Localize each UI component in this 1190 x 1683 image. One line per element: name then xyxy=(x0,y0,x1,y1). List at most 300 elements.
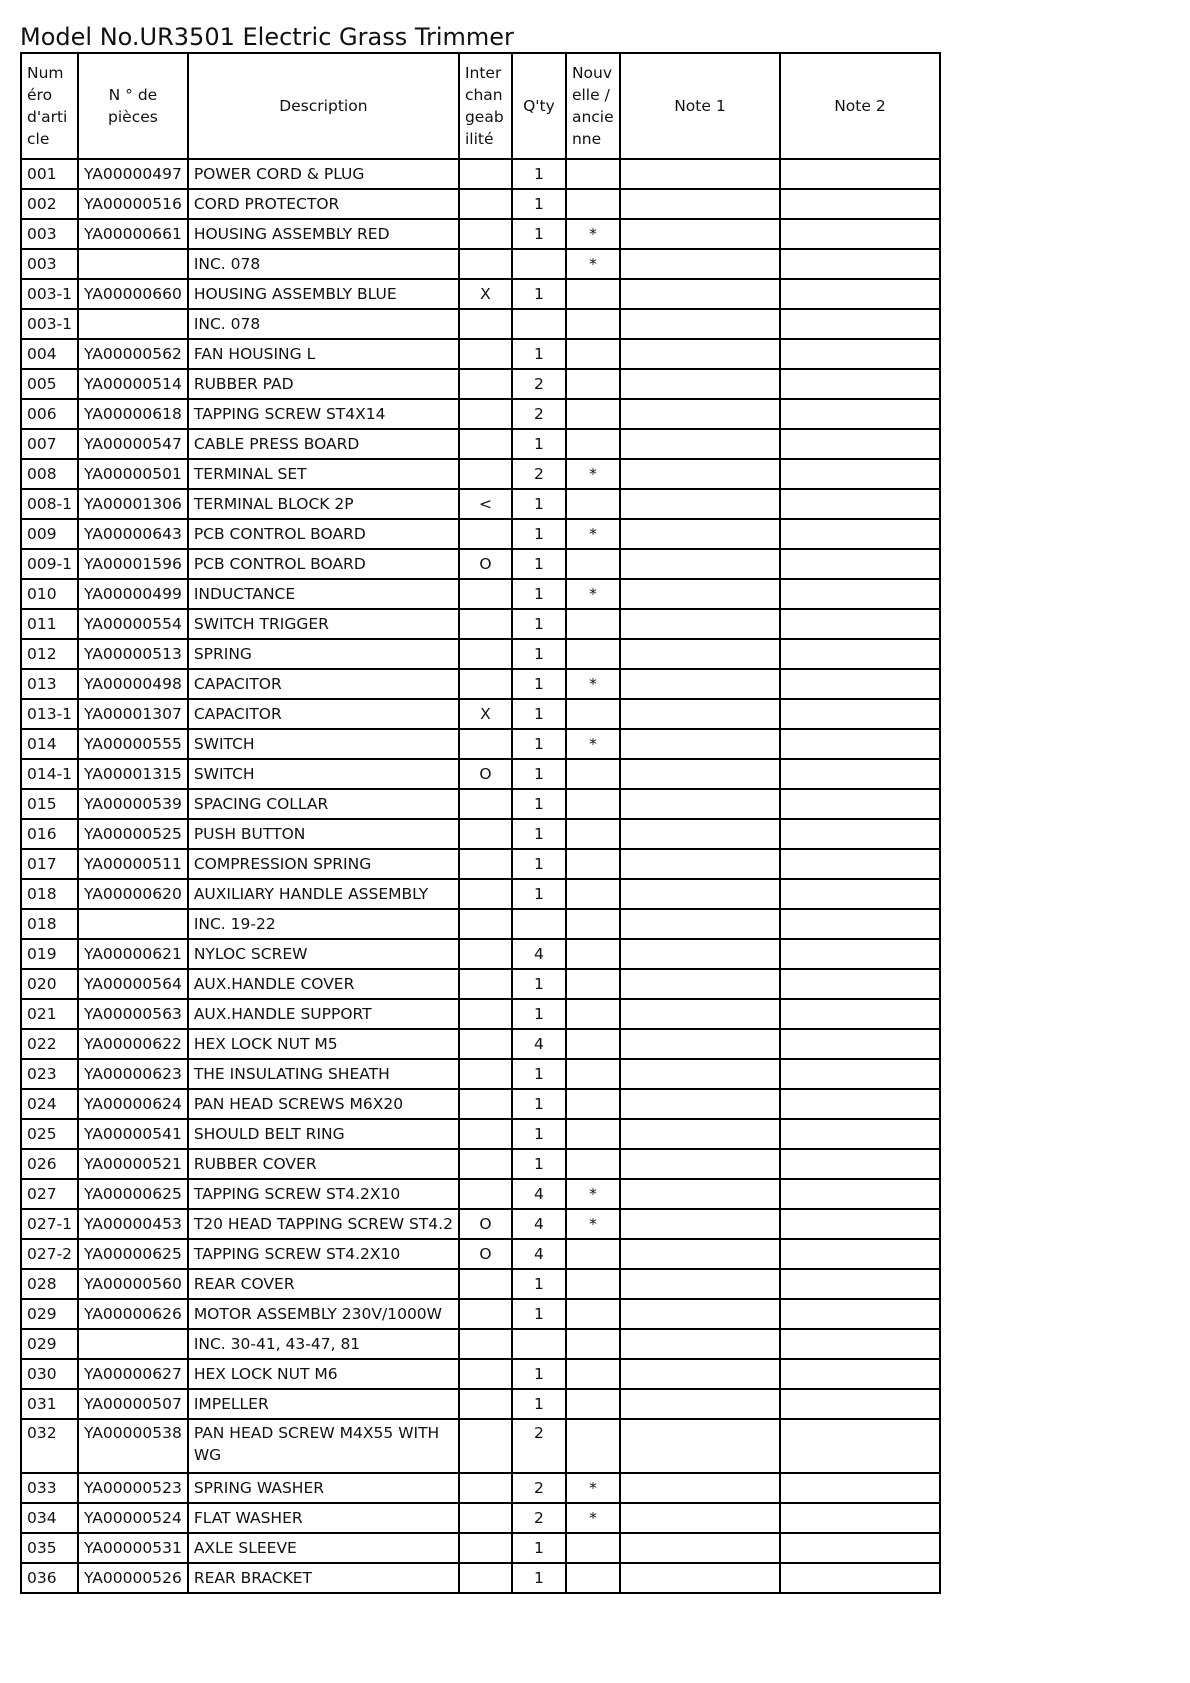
cell-note1 xyxy=(620,1359,780,1389)
cell-qty: 1 xyxy=(512,969,566,999)
cell-note2 xyxy=(780,1119,940,1149)
cell-qty: 1 xyxy=(512,759,566,789)
cell-item-no: 007 xyxy=(21,429,78,459)
table-row xyxy=(21,819,940,849)
cell-interchangeability xyxy=(459,189,512,219)
cell-new-old xyxy=(566,969,620,999)
cell-new-old: * xyxy=(566,459,620,489)
cell-note2 xyxy=(780,1389,940,1419)
cell-item-no: 030 xyxy=(21,1359,78,1389)
cell-qty: 4 xyxy=(512,1179,566,1209)
cell-part-no: YA00000539 xyxy=(78,789,188,819)
cell-note1 xyxy=(620,1533,780,1563)
cell-note1 xyxy=(620,1119,780,1149)
table-row xyxy=(21,1149,940,1179)
cell-item-no: 032 xyxy=(21,1419,78,1473)
table-row xyxy=(21,369,940,399)
cell-item-no: 033 xyxy=(21,1473,78,1503)
cell-description: CAPACITOR xyxy=(188,699,459,729)
cell-note1 xyxy=(620,399,780,429)
cell-note1 xyxy=(620,1419,780,1473)
cell-note1 xyxy=(620,1299,780,1329)
cell-note1 xyxy=(620,699,780,729)
cell-qty: 2 xyxy=(512,1503,566,1533)
cell-note2 xyxy=(780,399,940,429)
cell-item-no: 021 xyxy=(21,999,78,1029)
cell-description: NYLOC SCREW xyxy=(188,939,459,969)
header-part-no: N ° de pièces xyxy=(78,53,188,159)
cell-part-no: YA00000501 xyxy=(78,459,188,489)
cell-note1 xyxy=(620,1179,780,1209)
cell-item-no: 017 xyxy=(21,849,78,879)
table-row xyxy=(21,1419,940,1473)
cell-new-old xyxy=(566,999,620,1029)
cell-note2 xyxy=(780,1563,940,1593)
cell-qty xyxy=(512,1329,566,1359)
cell-note2 xyxy=(780,639,940,669)
cell-item-no: 003-1 xyxy=(21,309,78,339)
cell-new-old xyxy=(566,609,620,639)
cell-part-no: YA00000547 xyxy=(78,429,188,459)
cell-new-old xyxy=(566,429,620,459)
cell-new-old xyxy=(566,369,620,399)
header-item-no: Numéro d'article xyxy=(21,53,78,159)
cell-note2 xyxy=(780,1473,940,1503)
cell-note1 xyxy=(620,969,780,999)
cell-note2 xyxy=(780,519,940,549)
cell-note1 xyxy=(620,1149,780,1179)
table-row xyxy=(21,879,940,909)
table-row xyxy=(21,1029,940,1059)
cell-item-no: 018 xyxy=(21,909,78,939)
cell-part-no: YA00001307 xyxy=(78,699,188,729)
cell-description: SPRING xyxy=(188,639,459,669)
table-row xyxy=(21,339,940,369)
cell-interchangeability xyxy=(459,1329,512,1359)
cell-qty: 1 xyxy=(512,1359,566,1389)
cell-description: INC. 30-41, 43-47, 81 xyxy=(188,1329,459,1359)
cell-part-no: YA00000526 xyxy=(78,1563,188,1593)
cell-new-old xyxy=(566,1239,620,1269)
cell-note2 xyxy=(780,429,940,459)
document-title: Model No.UR3501 Electric Grass Trimmer xyxy=(20,23,514,51)
cell-note2 xyxy=(780,819,940,849)
cell-item-no: 011 xyxy=(21,609,78,639)
cell-note1 xyxy=(620,1209,780,1239)
table-row xyxy=(21,1329,940,1359)
cell-part-no: YA00000554 xyxy=(78,609,188,639)
cell-new-old xyxy=(566,759,620,789)
cell-note2 xyxy=(780,729,940,759)
cell-new-old xyxy=(566,699,620,729)
cell-new-old xyxy=(566,339,620,369)
cell-item-no: 026 xyxy=(21,1149,78,1179)
cell-qty: 2 xyxy=(512,399,566,429)
table-row xyxy=(21,699,940,729)
cell-qty: 1 xyxy=(512,789,566,819)
cell-note1 xyxy=(620,939,780,969)
cell-note2 xyxy=(780,1209,940,1239)
cell-part-no: YA00000511 xyxy=(78,849,188,879)
cell-note2 xyxy=(780,1419,940,1473)
cell-description: CORD PROTECTOR xyxy=(188,189,459,219)
header-new-old: Nouvelle / ancienne xyxy=(566,53,620,159)
cell-part-no: YA00000627 xyxy=(78,1359,188,1389)
cell-description: INDUCTANCE xyxy=(188,579,459,609)
cell-note1 xyxy=(620,669,780,699)
cell-interchangeability xyxy=(459,1563,512,1593)
cell-new-old xyxy=(566,1329,620,1359)
cell-interchangeability xyxy=(459,939,512,969)
cell-description: AUXILIARY HANDLE ASSEMBLY xyxy=(188,879,459,909)
cell-qty: 1 xyxy=(512,519,566,549)
cell-item-no: 018 xyxy=(21,879,78,909)
cell-part-no: YA00000453 xyxy=(78,1209,188,1239)
cell-item-no: 003 xyxy=(21,249,78,279)
cell-description: PCB CONTROL BOARD xyxy=(188,549,459,579)
cell-new-old xyxy=(566,1359,620,1389)
cell-new-old xyxy=(566,909,620,939)
table-row xyxy=(21,759,940,789)
cell-new-old xyxy=(566,159,620,189)
cell-description: PAN HEAD SCREW M4X55 WITH WG xyxy=(188,1419,459,1473)
cell-note1 xyxy=(620,879,780,909)
cell-qty: 1 xyxy=(512,669,566,699)
cell-item-no: 003-1 xyxy=(21,279,78,309)
cell-description: IMPELLER xyxy=(188,1389,459,1419)
cell-qty: 2 xyxy=(512,459,566,489)
cell-item-no: 020 xyxy=(21,969,78,999)
cell-part-no: YA00000531 xyxy=(78,1533,188,1563)
table-row xyxy=(21,639,940,669)
cell-new-old xyxy=(566,1119,620,1149)
cell-description: AUX.HANDLE COVER xyxy=(188,969,459,999)
table-row xyxy=(21,429,940,459)
cell-note1 xyxy=(620,789,780,819)
table-row xyxy=(21,1269,940,1299)
cell-interchangeability xyxy=(459,1059,512,1089)
cell-note1 xyxy=(620,279,780,309)
cell-interchangeability xyxy=(459,1359,512,1389)
cell-note1 xyxy=(620,429,780,459)
cell-note2 xyxy=(780,1503,940,1533)
cell-description: SWITCH TRIGGER xyxy=(188,609,459,639)
cell-qty: 1 xyxy=(512,729,566,759)
cell-description: HEX LOCK NUT M5 xyxy=(188,1029,459,1059)
cell-qty: 1 xyxy=(512,279,566,309)
cell-note2 xyxy=(780,1059,940,1089)
cell-part-no: YA00000661 xyxy=(78,219,188,249)
cell-item-no: 029 xyxy=(21,1329,78,1359)
cell-description: POWER CORD & PLUG xyxy=(188,159,459,189)
table-row xyxy=(21,519,940,549)
cell-item-no: 031 xyxy=(21,1389,78,1419)
cell-note1 xyxy=(620,1473,780,1503)
table-row xyxy=(21,1059,940,1089)
cell-note2 xyxy=(780,1533,940,1563)
cell-interchangeability: X xyxy=(459,279,512,309)
cell-note2 xyxy=(780,939,940,969)
table-row xyxy=(21,1239,940,1269)
cell-note1 xyxy=(620,159,780,189)
cell-note2 xyxy=(780,369,940,399)
cell-new-old xyxy=(566,309,620,339)
cell-new-old xyxy=(566,189,620,219)
parts-table xyxy=(20,52,941,1594)
cell-description: SPRING WASHER xyxy=(188,1473,459,1503)
cell-description: T20 HEAD TAPPING SCREW ST4.2 xyxy=(188,1209,459,1239)
cell-description: CAPACITOR xyxy=(188,669,459,699)
cell-part-no: YA00000523 xyxy=(78,1473,188,1503)
cell-new-old xyxy=(566,1299,620,1329)
cell-interchangeability: O xyxy=(459,759,512,789)
cell-interchangeability xyxy=(459,1269,512,1299)
cell-note2 xyxy=(780,219,940,249)
cell-qty: 1 xyxy=(512,879,566,909)
cell-description: THE INSULATING SHEATH xyxy=(188,1059,459,1089)
cell-qty: 1 xyxy=(512,1059,566,1089)
table-row xyxy=(21,309,940,339)
cell-qty: 1 xyxy=(512,1533,566,1563)
cell-item-no: 012 xyxy=(21,639,78,669)
cell-part-no: YA00000499 xyxy=(78,579,188,609)
cell-note1 xyxy=(620,999,780,1029)
table-row xyxy=(21,159,940,189)
header-description: Description xyxy=(188,53,459,159)
cell-interchangeability xyxy=(459,369,512,399)
cell-note1 xyxy=(620,489,780,519)
cell-note1 xyxy=(620,1269,780,1299)
cell-item-no: 009 xyxy=(21,519,78,549)
cell-item-no: 014 xyxy=(21,729,78,759)
cell-description: SWITCH xyxy=(188,759,459,789)
cell-description: RUBBER COVER xyxy=(188,1149,459,1179)
table-row xyxy=(21,1209,940,1239)
table-row xyxy=(21,1119,940,1149)
cell-part-no: YA00000538 xyxy=(78,1419,188,1473)
cell-interchangeability xyxy=(459,339,512,369)
cell-note2 xyxy=(780,1329,940,1359)
table-row xyxy=(21,1563,940,1593)
cell-new-old xyxy=(566,819,620,849)
cell-item-no: 015 xyxy=(21,789,78,819)
cell-description: HOUSING ASSEMBLY RED xyxy=(188,219,459,249)
cell-note1 xyxy=(620,459,780,489)
cell-note2 xyxy=(780,489,940,519)
cell-part-no: YA00000620 xyxy=(78,879,188,909)
table-row xyxy=(21,669,940,699)
cell-description: REAR BRACKET xyxy=(188,1563,459,1593)
cell-new-old: * xyxy=(566,579,620,609)
cell-part-no: YA00001315 xyxy=(78,759,188,789)
cell-qty: 1 xyxy=(512,1089,566,1119)
table-header xyxy=(21,53,940,159)
cell-note2 xyxy=(780,159,940,189)
cell-item-no: 008-1 xyxy=(21,489,78,519)
cell-qty: 4 xyxy=(512,939,566,969)
cell-note2 xyxy=(780,1359,940,1389)
cell-item-no: 028 xyxy=(21,1269,78,1299)
table-row xyxy=(21,399,940,429)
cell-part-no: YA00000621 xyxy=(78,939,188,969)
cell-description: HEX LOCK NUT M6 xyxy=(188,1359,459,1389)
cell-description: PAN HEAD SCREWS M6X20 xyxy=(188,1089,459,1119)
cell-note2 xyxy=(780,999,940,1029)
cell-note2 xyxy=(780,579,940,609)
cell-note2 xyxy=(780,1239,940,1269)
cell-interchangeability xyxy=(459,429,512,459)
cell-part-no: YA00000626 xyxy=(78,1299,188,1329)
cell-note1 xyxy=(620,609,780,639)
cell-new-old: * xyxy=(566,519,620,549)
cell-qty: 1 xyxy=(512,1389,566,1419)
cell-qty: 1 xyxy=(512,699,566,729)
cell-part-no xyxy=(78,309,188,339)
cell-item-no: 008 xyxy=(21,459,78,489)
cell-qty: 1 xyxy=(512,549,566,579)
cell-item-no: 036 xyxy=(21,1563,78,1593)
cell-part-no: YA00000541 xyxy=(78,1119,188,1149)
cell-part-no xyxy=(78,249,188,279)
cell-note2 xyxy=(780,549,940,579)
cell-description: INC. 078 xyxy=(188,309,459,339)
cell-note1 xyxy=(620,519,780,549)
cell-note1 xyxy=(620,219,780,249)
cell-part-no: YA00000555 xyxy=(78,729,188,759)
cell-item-no: 025 xyxy=(21,1119,78,1149)
cell-interchangeability xyxy=(459,639,512,669)
cell-item-no: 004 xyxy=(21,339,78,369)
cell-interchangeability xyxy=(459,849,512,879)
cell-interchangeability xyxy=(459,969,512,999)
cell-description: REAR COVER xyxy=(188,1269,459,1299)
cell-qty: 4 xyxy=(512,1239,566,1269)
cell-description: CABLE PRESS BOARD xyxy=(188,429,459,459)
cell-new-old xyxy=(566,1149,620,1179)
cell-description: PCB CONTROL BOARD xyxy=(188,519,459,549)
cell-item-no: 016 xyxy=(21,819,78,849)
cell-part-no xyxy=(78,1329,188,1359)
cell-note2 xyxy=(780,849,940,879)
cell-qty: 1 xyxy=(512,489,566,519)
cell-item-no: 034 xyxy=(21,1503,78,1533)
cell-new-old: * xyxy=(566,1179,620,1209)
cell-part-no: YA00000507 xyxy=(78,1389,188,1419)
cell-description: TAPPING SCREW ST4.2X10 xyxy=(188,1179,459,1209)
cell-interchangeability xyxy=(459,729,512,759)
cell-qty: 1 xyxy=(512,1563,566,1593)
cell-qty: 1 xyxy=(512,1299,566,1329)
cell-item-no: 027-1 xyxy=(21,1209,78,1239)
cell-interchangeability xyxy=(459,309,512,339)
cell-qty: 1 xyxy=(512,219,566,249)
cell-interchangeability: O xyxy=(459,549,512,579)
cell-description: MOTOR ASSEMBLY 230V/1000W xyxy=(188,1299,459,1329)
cell-description: TAPPING SCREW ST4X14 xyxy=(188,399,459,429)
cell-interchangeability: < xyxy=(459,489,512,519)
cell-note1 xyxy=(620,909,780,939)
cell-note2 xyxy=(780,699,940,729)
table-row xyxy=(21,729,940,759)
cell-note1 xyxy=(620,1059,780,1089)
table-row xyxy=(21,1533,940,1563)
cell-new-old xyxy=(566,849,620,879)
cell-note2 xyxy=(780,1149,940,1179)
table-row xyxy=(21,579,940,609)
cell-interchangeability xyxy=(459,819,512,849)
cell-qty: 1 xyxy=(512,819,566,849)
cell-new-old xyxy=(566,789,620,819)
cell-new-old: * xyxy=(566,669,620,699)
cell-new-old xyxy=(566,639,620,669)
cell-part-no: YA00000516 xyxy=(78,189,188,219)
cell-interchangeability xyxy=(459,1533,512,1563)
cell-qty: 2 xyxy=(512,1419,566,1473)
cell-part-no: YA00000563 xyxy=(78,999,188,1029)
cell-note1 xyxy=(620,369,780,399)
cell-description: TERMINAL BLOCK 2P xyxy=(188,489,459,519)
cell-new-old xyxy=(566,489,620,519)
cell-interchangeability xyxy=(459,159,512,189)
cell-new-old: * xyxy=(566,1473,620,1503)
cell-interchangeability xyxy=(459,1389,512,1419)
table-row xyxy=(21,969,940,999)
cell-interchangeability xyxy=(459,399,512,429)
table-row xyxy=(21,909,940,939)
table-row xyxy=(21,189,940,219)
table-row xyxy=(21,999,940,1029)
cell-interchangeability xyxy=(459,879,512,909)
cell-item-no: 010 xyxy=(21,579,78,609)
cell-note1 xyxy=(620,549,780,579)
cell-interchangeability xyxy=(459,459,512,489)
table-row xyxy=(21,249,940,279)
cell-item-no: 023 xyxy=(21,1059,78,1089)
cell-note2 xyxy=(780,969,940,999)
cell-item-no: 029 xyxy=(21,1299,78,1329)
cell-interchangeability xyxy=(459,1419,512,1473)
cell-note1 xyxy=(620,1029,780,1059)
cell-note1 xyxy=(620,849,780,879)
cell-note2 xyxy=(780,1029,940,1059)
cell-new-old xyxy=(566,939,620,969)
cell-part-no: YA00000564 xyxy=(78,969,188,999)
cell-interchangeability xyxy=(459,579,512,609)
cell-description: SHOULD BELT RING xyxy=(188,1119,459,1149)
cell-part-no: YA00000618 xyxy=(78,399,188,429)
cell-interchangeability xyxy=(459,219,512,249)
cell-note1 xyxy=(620,759,780,789)
cell-qty xyxy=(512,309,566,339)
table-row xyxy=(21,459,940,489)
cell-part-no: YA00001596 xyxy=(78,549,188,579)
cell-note1 xyxy=(620,1329,780,1359)
cell-new-old xyxy=(566,549,620,579)
cell-note2 xyxy=(780,459,940,489)
cell-qty: 4 xyxy=(512,1209,566,1239)
cell-part-no: YA00000623 xyxy=(78,1059,188,1089)
header-interchangeability: Interchangeabilité xyxy=(459,53,512,159)
cell-part-no: YA00001306 xyxy=(78,489,188,519)
cell-part-no: YA00000514 xyxy=(78,369,188,399)
cell-part-no xyxy=(78,909,188,939)
cell-note1 xyxy=(620,1239,780,1269)
cell-part-no: YA00000625 xyxy=(78,1179,188,1209)
cell-note2 xyxy=(780,1269,940,1299)
cell-item-no: 027 xyxy=(21,1179,78,1209)
table-row xyxy=(21,1473,940,1503)
cell-part-no: YA00000622 xyxy=(78,1029,188,1059)
